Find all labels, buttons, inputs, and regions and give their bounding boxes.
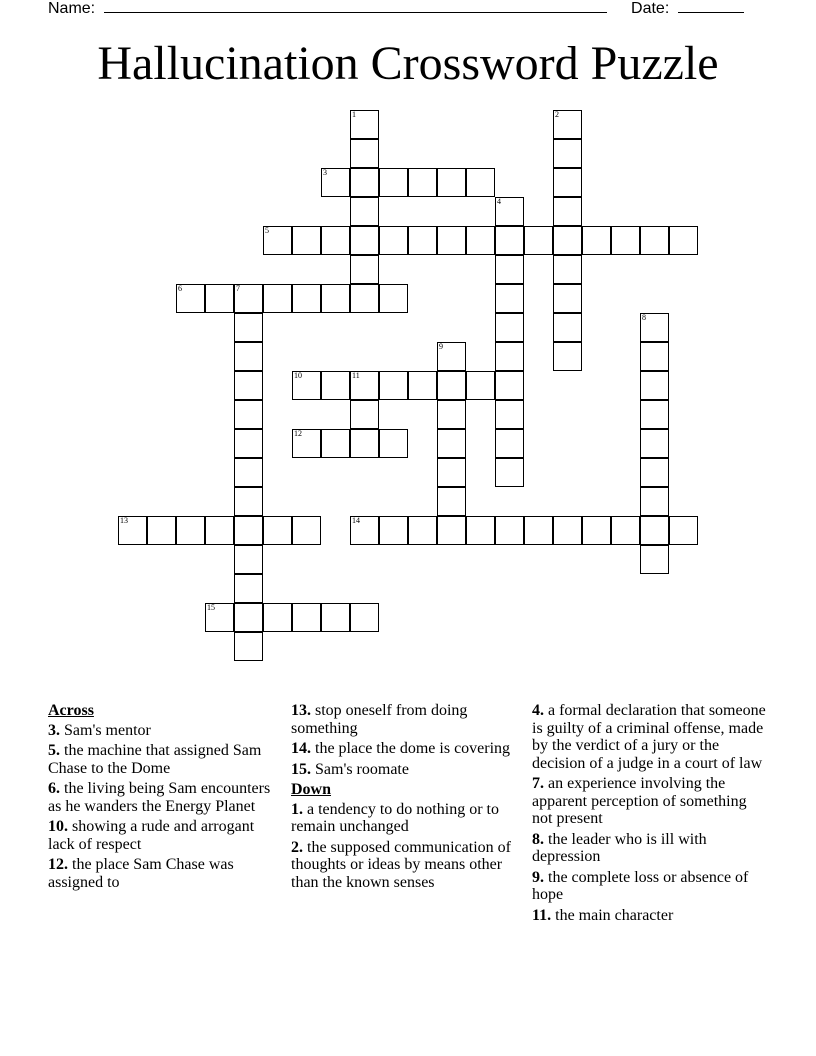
grid-cell[interactable] <box>495 255 524 284</box>
across-heading: Across <box>48 702 94 719</box>
grid-cell[interactable] <box>437 487 466 516</box>
grid-cell[interactable] <box>379 371 408 400</box>
cell-number: 10 <box>294 371 302 380</box>
grid-cell[interactable] <box>553 197 582 226</box>
grid-cell[interactable] <box>640 545 669 574</box>
grid-cell[interactable] <box>234 545 263 574</box>
grid-cell[interactable] <box>495 516 524 545</box>
clue-column-3 <box>532 702 768 927</box>
grid-cell[interactable] <box>234 574 263 603</box>
grid-cell[interactable] <box>553 168 582 197</box>
grid-cell[interactable] <box>553 516 582 545</box>
cell-number: 4 <box>497 197 501 206</box>
grid-cell[interactable] <box>234 371 263 400</box>
grid-cell[interactable] <box>234 516 263 545</box>
grid-cell[interactable] <box>640 313 669 342</box>
grid-cell[interactable] <box>350 284 379 313</box>
cell-number: 15 <box>207 603 215 612</box>
grid-cell[interactable] <box>147 516 176 545</box>
grid-cell[interactable] <box>466 168 495 197</box>
clue-across-6: 6. the living being Sam encounters as he wanders the Energy Planet <box>48 780 271 815</box>
grid-cell[interactable] <box>408 516 437 545</box>
grid-cell[interactable] <box>350 255 379 284</box>
cell-number: 14 <box>352 516 360 525</box>
grid-cell[interactable] <box>495 429 524 458</box>
grid-cell[interactable] <box>553 313 582 342</box>
cell-number: 1 <box>352 110 356 119</box>
grid-cell[interactable] <box>234 487 263 516</box>
grid-cell[interactable] <box>350 197 379 226</box>
grid-cell[interactable] <box>350 139 379 168</box>
grid-cell[interactable] <box>466 371 495 400</box>
grid-cell[interactable] <box>408 226 437 255</box>
grid-cell[interactable] <box>176 516 205 545</box>
grid-cell[interactable] <box>234 284 263 313</box>
cell-number: 13 <box>120 516 128 525</box>
grid-cell[interactable] <box>321 226 350 255</box>
clue-column-2 <box>291 702 516 894</box>
clue-down-2: 2. the supposed communication of thoughts or ideas by means other than the known senses <box>291 838 511 891</box>
grid-cell[interactable] <box>669 516 698 545</box>
grid-cell[interactable] <box>495 284 524 313</box>
grid-cell[interactable] <box>495 226 524 255</box>
clue-across-10: 10. showing a rude and arrogant lack of respect <box>48 818 255 853</box>
grid-cell[interactable] <box>176 284 205 313</box>
grid-cell[interactable] <box>118 516 147 545</box>
grid-cell[interactable] <box>205 284 234 313</box>
page-title: Hallucination Crossword Puzzle <box>97 37 719 90</box>
grid-cell[interactable] <box>466 516 495 545</box>
grid-cell[interactable] <box>437 429 466 458</box>
grid-cell[interactable] <box>234 400 263 429</box>
cell-number: 5 <box>265 226 269 235</box>
clue-across-15: 15. Sam's roomate <box>291 760 409 778</box>
grid-cell[interactable] <box>524 226 553 255</box>
cell-number: 8 <box>642 313 646 322</box>
grid-cell[interactable] <box>263 516 292 545</box>
cell-number: 6 <box>178 284 182 293</box>
grid-cell[interactable] <box>379 226 408 255</box>
grid-cell[interactable] <box>234 458 263 487</box>
grid-cell[interactable] <box>611 516 640 545</box>
grid-cell[interactable] <box>234 342 263 371</box>
grid-cell[interactable] <box>350 371 379 400</box>
grid-cell[interactable] <box>640 458 669 487</box>
grid-cell[interactable] <box>466 226 495 255</box>
grid-cell[interactable] <box>640 429 669 458</box>
clue-across-3: 3. Sam's mentor <box>48 721 151 739</box>
grid-cell[interactable] <box>437 400 466 429</box>
grid-cell[interactable] <box>640 226 669 255</box>
grid-cell[interactable] <box>437 168 466 197</box>
clue-down-1: 1. a tendency to do nothing or to remain unchanged <box>291 800 499 835</box>
grid-cell[interactable] <box>234 603 263 632</box>
grid-cell[interactable] <box>350 603 379 632</box>
cell-number: 12 <box>294 429 302 438</box>
grid-cell[interactable] <box>640 371 669 400</box>
grid-cell[interactable] <box>495 313 524 342</box>
grid-cell[interactable] <box>437 342 466 371</box>
grid-cell[interactable] <box>321 603 350 632</box>
grid-cell[interactable] <box>437 226 466 255</box>
grid-cell[interactable] <box>234 632 263 661</box>
grid-cell[interactable] <box>437 516 466 545</box>
grid-cell[interactable] <box>292 429 321 458</box>
grid-cell[interactable] <box>437 458 466 487</box>
grid-cell[interactable] <box>263 284 292 313</box>
grid-cell[interactable] <box>205 603 234 632</box>
grid-cell[interactable] <box>495 458 524 487</box>
grid-cell[interactable] <box>640 342 669 371</box>
down-heading: Down <box>291 781 332 798</box>
grid-cell[interactable] <box>495 371 524 400</box>
grid-cell[interactable] <box>292 516 321 545</box>
grid-cell[interactable] <box>321 168 350 197</box>
grid-cell[interactable] <box>640 516 669 545</box>
grid-cell[interactable] <box>640 400 669 429</box>
clue-down-11: 11. the main character <box>532 906 674 924</box>
cell-number: 3 <box>323 168 327 177</box>
cell-number: 11 <box>352 371 360 380</box>
clue-across-5: 5. the machine that assigned Sam Chase to the Dome <box>48 742 262 777</box>
grid-cell[interactable] <box>234 313 263 342</box>
grid-cell[interactable] <box>292 371 321 400</box>
grid-cell[interactable] <box>640 487 669 516</box>
grid-cell[interactable] <box>379 284 408 313</box>
grid-cell[interactable] <box>553 139 582 168</box>
grid-cell[interactable] <box>350 400 379 429</box>
cell-number: 9 <box>439 342 443 351</box>
clue-across-13: 13. stop oneself from doing something <box>291 702 468 737</box>
cell-number: 2 <box>555 110 559 119</box>
grid-cell[interactable] <box>553 342 582 371</box>
grid-cell[interactable] <box>408 371 437 400</box>
grid-cell[interactable] <box>553 255 582 284</box>
clue-across-12: 12. the place Sam Chase was assigned to <box>48 856 234 891</box>
grid-cell[interactable] <box>437 371 466 400</box>
grid-cell[interactable] <box>379 429 408 458</box>
grid-cell[interactable] <box>669 226 698 255</box>
clue-across-14: 14. the place the dome is covering <box>291 740 511 757</box>
grid-cell[interactable] <box>234 429 263 458</box>
cell-number: 7 <box>236 284 240 293</box>
grid-cell[interactable] <box>495 342 524 371</box>
grid-cell[interactable] <box>379 168 408 197</box>
grid-cell[interactable] <box>408 168 437 197</box>
grid-cell[interactable] <box>350 429 379 458</box>
clue-down-8: 8. the leader who is ill with depression <box>532 830 707 865</box>
clue-down-4: 4. a formal declaration that someone is guilty of a criminal offense, made by the verdict of a jury or the decision of a judge in a court of law <box>532 702 766 772</box>
grid-cell[interactable] <box>321 284 350 313</box>
grid-cell[interactable] <box>321 429 350 458</box>
grid-cell[interactable] <box>495 197 524 226</box>
grid-cell[interactable] <box>350 516 379 545</box>
grid-cell[interactable] <box>553 226 582 255</box>
grid-cell[interactable] <box>350 168 379 197</box>
grid-cell[interactable] <box>350 110 379 139</box>
name-label: Name: <box>48 0 96 17</box>
grid-cell[interactable] <box>350 226 379 255</box>
clue-down-9: 9. the complete loss or absence of hope <box>532 868 749 903</box>
grid-cell[interactable] <box>263 603 292 632</box>
grid-cell[interactable] <box>553 284 582 313</box>
clue-column-1 <box>48 702 273 894</box>
grid-cell[interactable] <box>582 516 611 545</box>
grid-cell[interactable] <box>495 400 524 429</box>
grid-cell[interactable] <box>582 226 611 255</box>
grid-cell[interactable] <box>524 516 553 545</box>
grid-cell[interactable] <box>553 110 582 139</box>
grid-cell[interactable] <box>379 516 408 545</box>
grid-cell[interactable] <box>292 226 321 255</box>
date-label: Date: <box>631 0 670 17</box>
grid-cell[interactable] <box>205 516 234 545</box>
clue-down-7: 7. an experience involving the apparent perception of something not present <box>532 775 747 827</box>
grid-cell[interactable] <box>263 226 292 255</box>
grid-cell[interactable] <box>292 284 321 313</box>
grid-cell[interactable] <box>292 603 321 632</box>
grid-cell[interactable] <box>321 371 350 400</box>
grid-cell[interactable] <box>611 226 640 255</box>
